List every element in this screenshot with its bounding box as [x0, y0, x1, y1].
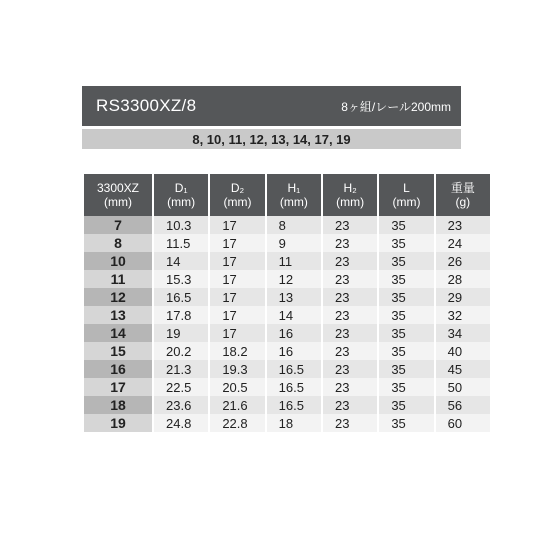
- value-cell: 60: [436, 414, 490, 432]
- model-name: RS3300XZ/8: [96, 96, 197, 115]
- table-row: [84, 360, 490, 378]
- size-cell: 17: [84, 378, 152, 396]
- value-cell: 17: [210, 234, 264, 252]
- value-cell: 20.2: [154, 342, 208, 360]
- value-cell: 45: [436, 360, 490, 378]
- value-cell: 16: [267, 324, 321, 342]
- value-cell: 34: [436, 324, 490, 342]
- table-row: [84, 234, 490, 252]
- table-row: [84, 270, 490, 288]
- value-cell: 11.5: [154, 234, 208, 252]
- value-cell: 23: [323, 306, 377, 324]
- value-cell: 23: [323, 216, 377, 234]
- value-cell: 26: [436, 252, 490, 270]
- value-cell: 35: [379, 288, 433, 306]
- value-cell: 16.5: [154, 288, 208, 306]
- value-cell: 17: [210, 324, 264, 342]
- value-cell: 23: [323, 378, 377, 396]
- header-size: 3300XZ (mm): [84, 174, 152, 216]
- value-cell: 23: [323, 414, 377, 432]
- value-cell: 16.5: [267, 360, 321, 378]
- value-cell: 24.8: [154, 414, 208, 432]
- value-cell: 16: [267, 342, 321, 360]
- value-cell: 17: [210, 252, 264, 270]
- size-cell: 7: [84, 216, 152, 234]
- value-cell: 19.3: [210, 360, 264, 378]
- value-cell: 10.3: [154, 216, 208, 234]
- value-cell: 35: [379, 270, 433, 288]
- value-cell: 20.5: [210, 378, 264, 396]
- value-cell: 23: [323, 396, 377, 414]
- value-cell: 35: [379, 306, 433, 324]
- size-cell: 15: [84, 342, 152, 360]
- size-cell: 12: [84, 288, 152, 306]
- value-cell: 22.8: [210, 414, 264, 432]
- value-cell: 15.3: [154, 270, 208, 288]
- size-cell: 16: [84, 360, 152, 378]
- header-h2: H₂ (mm): [323, 174, 377, 216]
- table-row: [84, 252, 490, 270]
- table-header-row: [84, 174, 490, 216]
- table-row: [84, 342, 490, 360]
- size-cell: 13: [84, 306, 152, 324]
- header-d2: D₂ (mm): [210, 174, 264, 216]
- value-cell: 16.5: [267, 378, 321, 396]
- value-cell: 17.8: [154, 306, 208, 324]
- value-cell: 35: [379, 252, 433, 270]
- value-cell: 17: [210, 306, 264, 324]
- value-cell: 16.5: [267, 396, 321, 414]
- value-cell: 24: [436, 234, 490, 252]
- spec-table: [82, 174, 492, 432]
- value-cell: 35: [379, 342, 433, 360]
- size-cell: 14: [84, 324, 152, 342]
- size-cell: 19: [84, 414, 152, 432]
- value-cell: 35: [379, 396, 433, 414]
- value-cell: 18: [267, 414, 321, 432]
- value-cell: 11: [267, 252, 321, 270]
- size-cell: 10: [84, 252, 152, 270]
- value-cell: 8: [267, 216, 321, 234]
- table-row: [84, 216, 490, 234]
- value-cell: 17: [210, 216, 264, 234]
- value-cell: 19: [154, 324, 208, 342]
- table-row: [84, 306, 490, 324]
- value-cell: 23.6: [154, 396, 208, 414]
- value-cell: 17: [210, 270, 264, 288]
- value-cell: 29: [436, 288, 490, 306]
- table-row: [84, 396, 490, 414]
- value-cell: 13: [267, 288, 321, 306]
- value-cell: 23: [323, 288, 377, 306]
- header-h1: H₁ (mm): [267, 174, 321, 216]
- value-cell: 35: [379, 234, 433, 252]
- value-cell: 28: [436, 270, 490, 288]
- value-cell: 32: [436, 306, 490, 324]
- value-cell: 23: [436, 216, 490, 234]
- value-cell: 50: [436, 378, 490, 396]
- table-body: [84, 216, 490, 432]
- value-cell: 23: [323, 324, 377, 342]
- value-cell: 23: [323, 342, 377, 360]
- value-cell: 14: [267, 306, 321, 324]
- size-cell: 8: [84, 234, 152, 252]
- value-cell: 40: [436, 342, 490, 360]
- table-row: [84, 378, 490, 396]
- value-cell: 35: [379, 378, 433, 396]
- value-cell: 17: [210, 288, 264, 306]
- value-cell: 18.2: [210, 342, 264, 360]
- value-cell: 35: [379, 360, 433, 378]
- value-cell: 21.3: [154, 360, 208, 378]
- value-cell: 23: [323, 252, 377, 270]
- size-cell: 18: [84, 396, 152, 414]
- value-cell: 23: [323, 234, 377, 252]
- header-l: L (mm): [379, 174, 433, 216]
- value-cell: 22.5: [154, 378, 208, 396]
- header-d1: D₁ (mm): [154, 174, 208, 216]
- value-cell: 23: [323, 360, 377, 378]
- value-cell: 56: [436, 396, 490, 414]
- size-cell: 11: [84, 270, 152, 288]
- value-cell: 9: [267, 234, 321, 252]
- header-weight: 重量 (g): [436, 174, 490, 216]
- title-bar: [82, 86, 461, 126]
- value-cell: 12: [267, 270, 321, 288]
- value-cell: 21.6: [210, 396, 264, 414]
- table-row: [84, 288, 490, 306]
- table-row: [84, 414, 490, 432]
- value-cell: 23: [323, 270, 377, 288]
- value-cell: 35: [379, 216, 433, 234]
- value-cell: 35: [379, 414, 433, 432]
- value-cell: 35: [379, 324, 433, 342]
- sizes-bar: 8, 10, 11, 12, 13, 14, 17, 19: [82, 129, 461, 149]
- set-spec: 8ヶ組/レール200mm: [341, 99, 451, 114]
- table-row: [84, 324, 490, 342]
- value-cell: 14: [154, 252, 208, 270]
